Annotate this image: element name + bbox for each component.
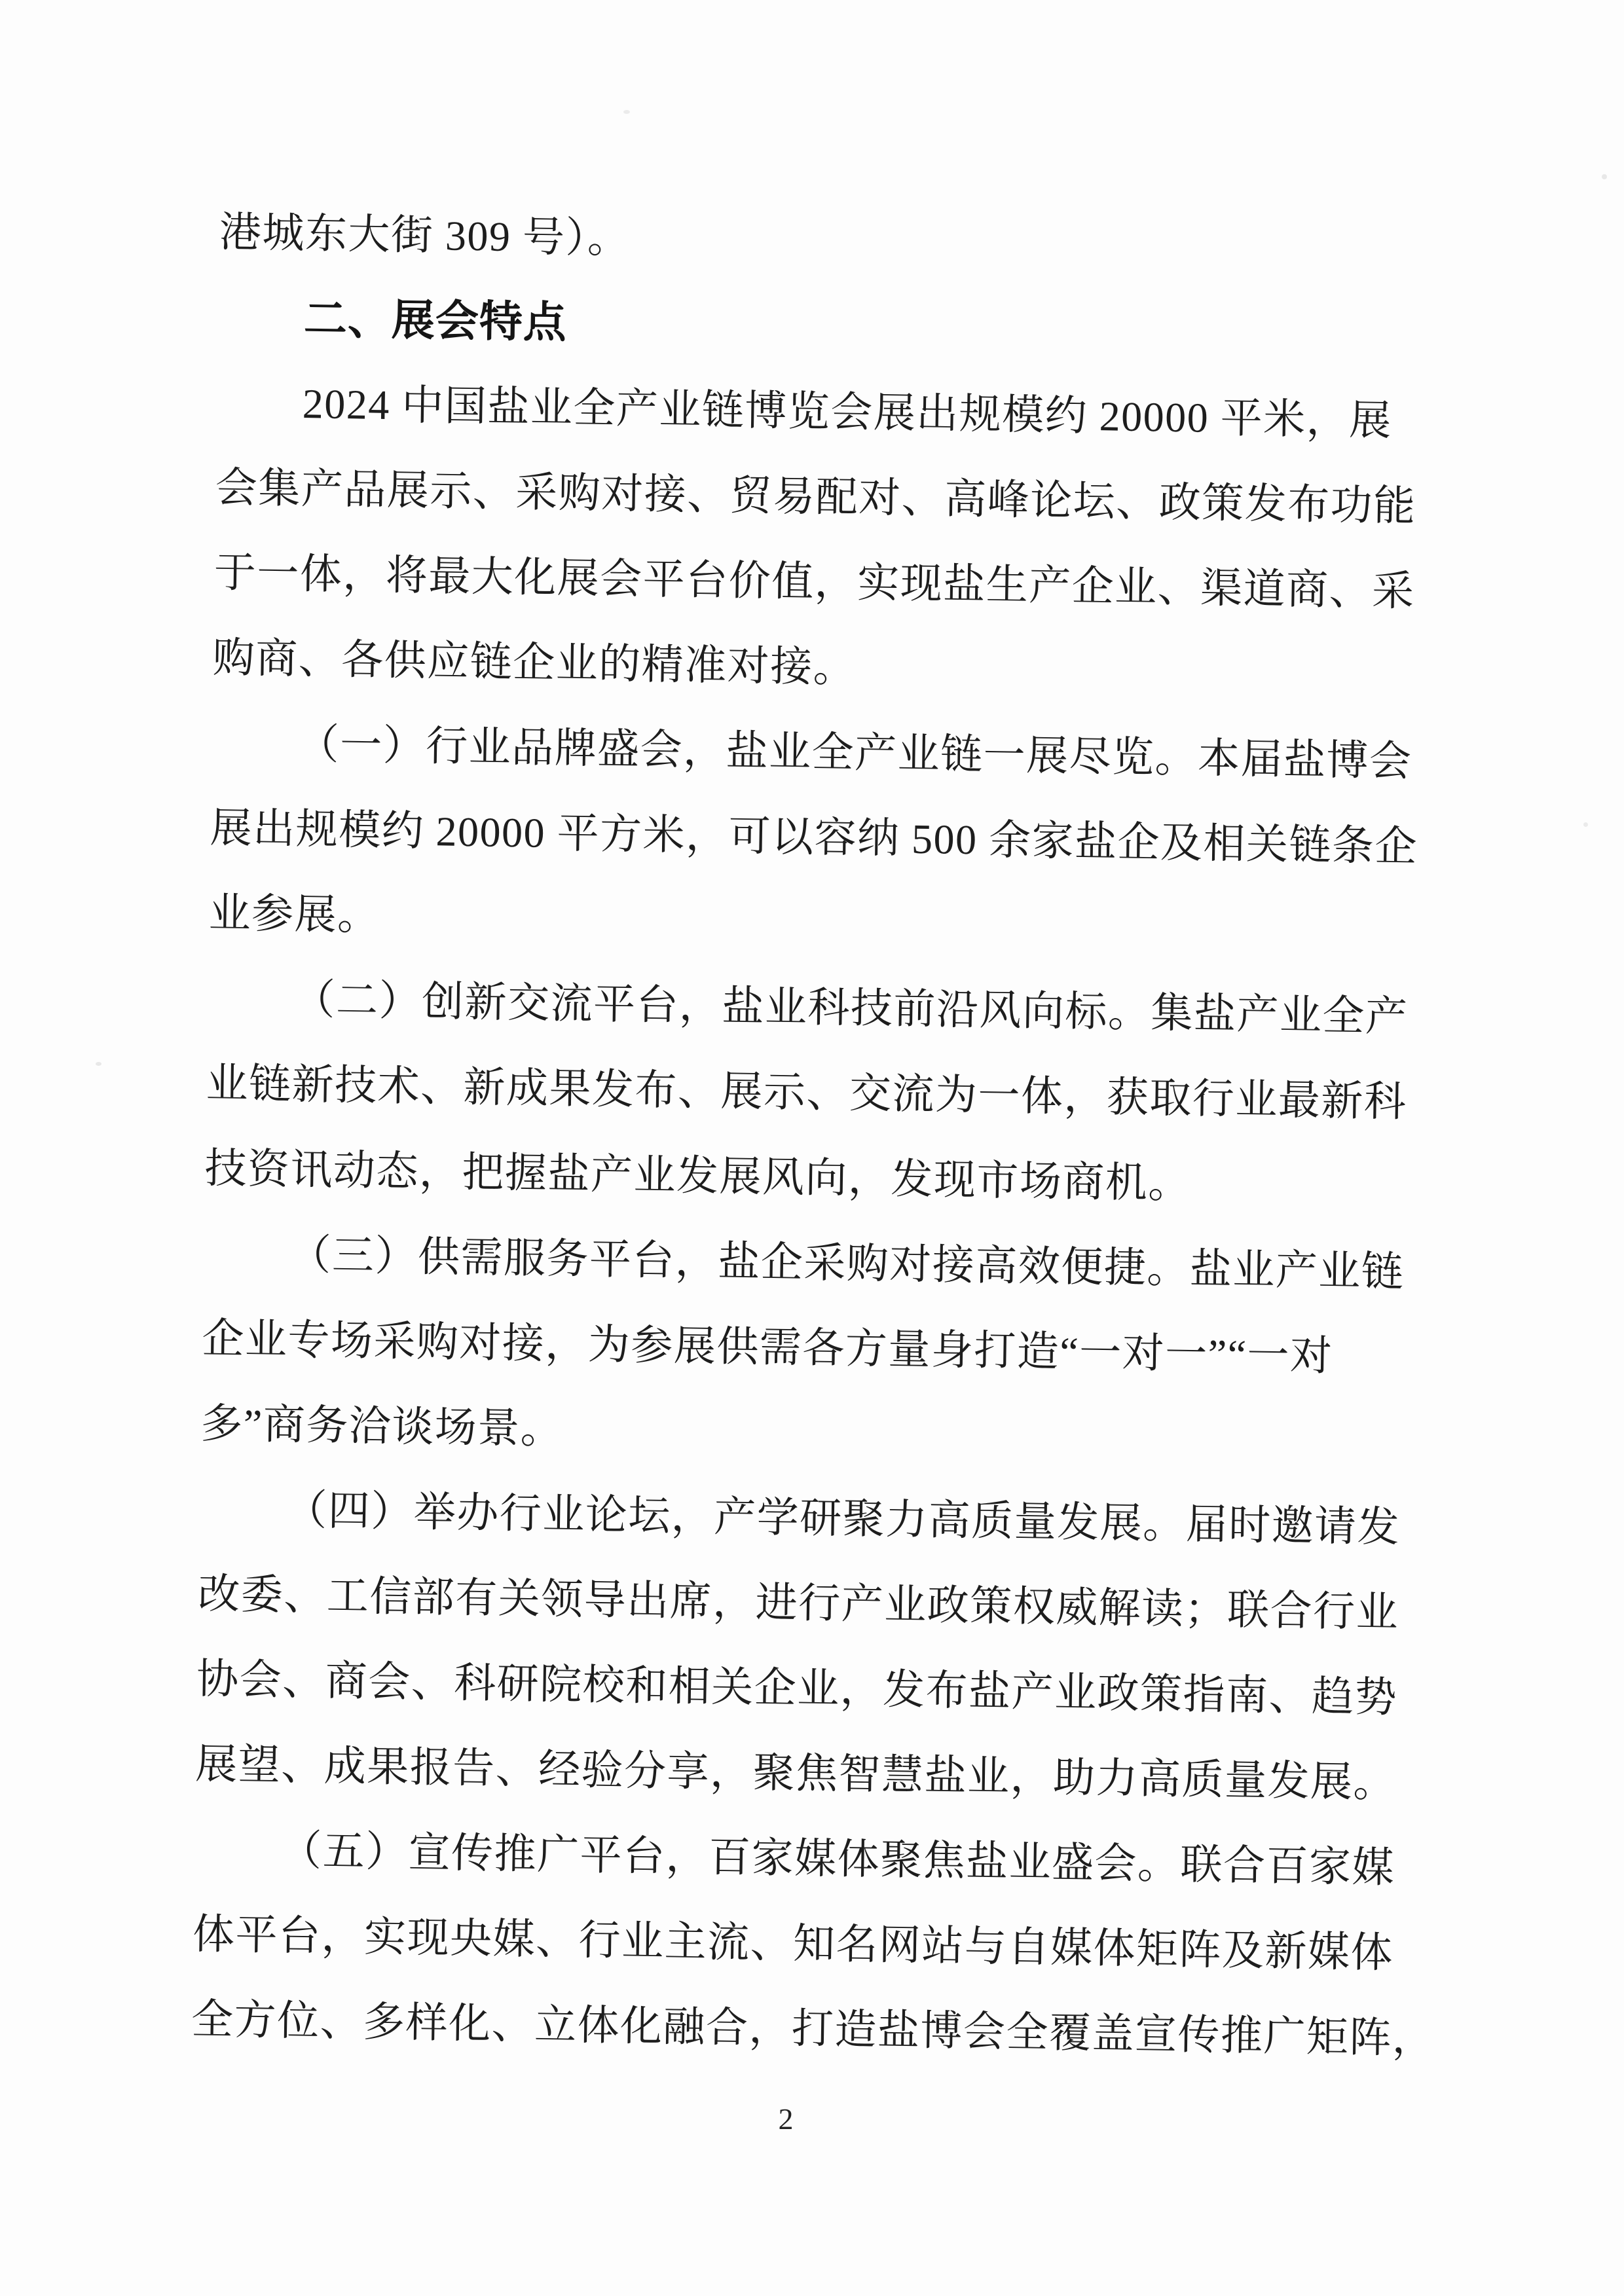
scan-speck: [623, 110, 630, 114]
text-line: 业参展。: [208, 889, 381, 939]
text-line: 2024 中国盐业全产业链博览会展出规模约 20000 平米，展: [302, 380, 1393, 445]
text-line: （五）宣传推广平台，百家媒体聚焦盐业盛会。联合百家媒: [279, 1827, 1395, 1891]
address-line: 港城东大街 309 号）。: [219, 208, 631, 262]
text-line: 展出规模约 20000 平方米，可以容纳 500 余家盐企及相关链条企: [210, 804, 1418, 870]
document-body: [191, 190, 1435, 2081]
text-line: 体平台，实现央媒、行业主流、知名网站与自媒体矩阵及新媒体: [192, 1910, 1394, 1977]
text-line: 业链新技术、新成果发布、展示、交流为一体，获取行业最新科: [206, 1059, 1407, 1125]
text-line: 改委、工信部有关领导出席，进行产业政策权威解读；联合行业: [197, 1570, 1399, 1636]
text-line: （三）供需服务平台，盐企采购对接高效便捷。盐业产业链: [288, 1231, 1405, 1296]
text-line: 会集产品展示、采购对接、贸易配对、高峰论坛、政策发布功能: [215, 464, 1417, 530]
text-line: 于一体，将最大化展会平台价值，实现盐生产企业、渠道商、采: [213, 549, 1416, 615]
text-line: 企业专场采购对接，为参展供需各方量身打造“一对一”“一对: [201, 1315, 1334, 1379]
text-line: （二）创新交流平台，盐业科技前沿风向标。集盐产业全产: [293, 975, 1409, 1040]
text-line: 多”商务洽谈场景。: [200, 1400, 564, 1453]
text-line: （一）行业品牌盛会，盐业全产业链一展尽览。本届盐博会: [297, 720, 1413, 785]
section-heading: 二、展会特点: [303, 293, 568, 348]
page-number: 2: [778, 2102, 794, 2136]
text-line: 购商、各供应链企业的精准对接。: [212, 634, 857, 691]
text-line: 全方位、多样化、立体化融合，打造盐博会全覆盖宣传推广矩阵，: [191, 1995, 1435, 2062]
scan-speck: [96, 1062, 101, 1066]
text-line: 展望、成果报告、经验分享，聚焦智慧盐业，助力高质量发展。: [194, 1740, 1397, 1806]
scan-speck: [1583, 822, 1588, 827]
text-line: （四）举办行业论坛，产学研聚力高质量发展。届时邀请发: [284, 1486, 1401, 1551]
text-line: 协会、商会、科研院校和相关企业，发布盐产业政策指南、趋势: [196, 1655, 1398, 1721]
text-line: 技资讯动态，把握盐产业发展风向，发现市场商机。: [204, 1144, 1192, 1207]
scan-speck: [1602, 174, 1607, 179]
